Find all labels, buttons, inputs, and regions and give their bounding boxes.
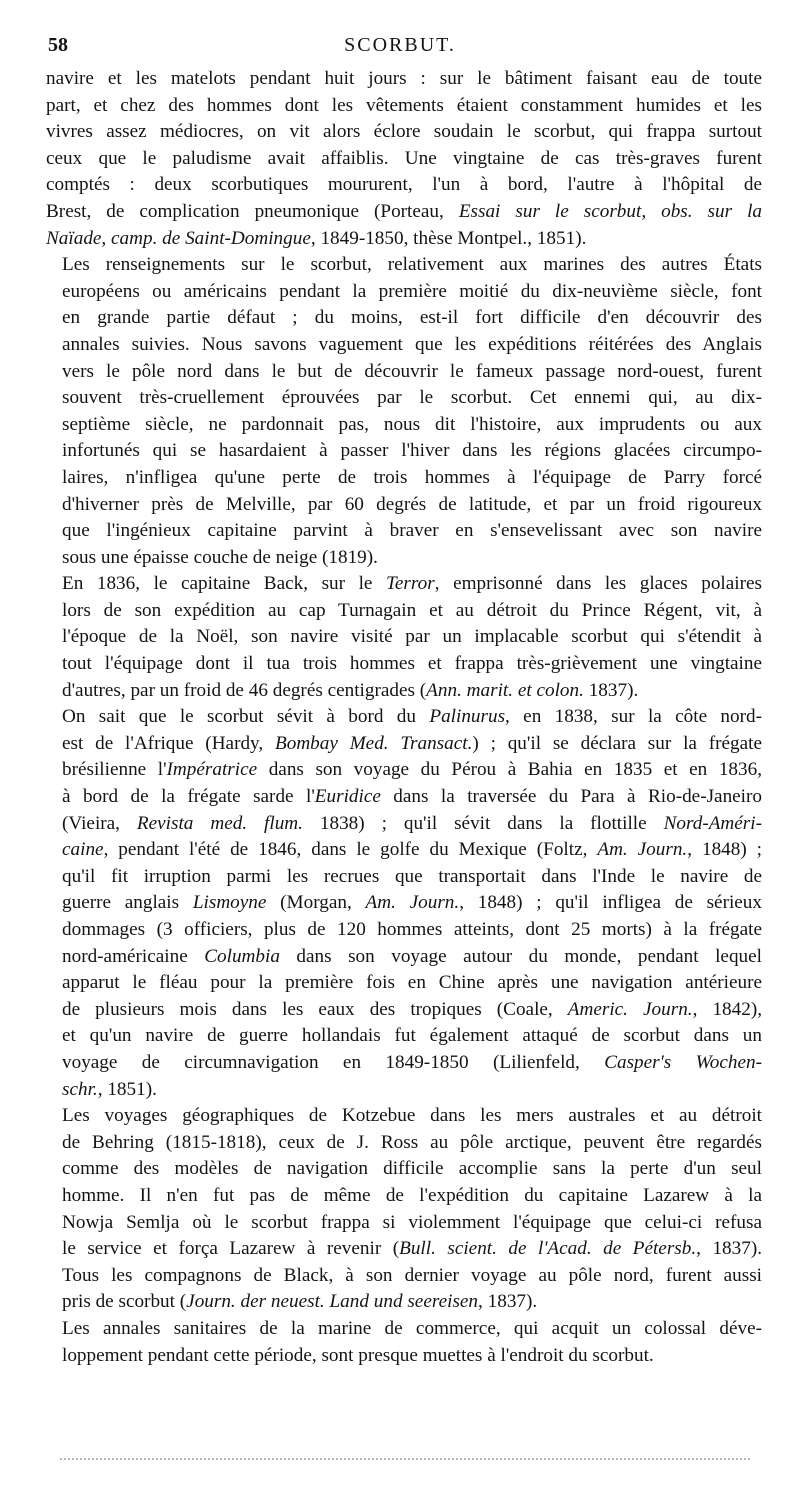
text-run: Nowja Semlja où le scorbut frappa si violemment l'équipage que celui-ci refusa: [62, 1211, 762, 1233]
text-run: , 1837).: [696, 1238, 763, 1260]
text-line: [46, 226, 762, 253]
text-line: [46, 438, 762, 465]
italic-citation: Revista med. flum.: [136, 812, 303, 834]
text-line: [46, 279, 762, 306]
italic-citation: caine: [62, 839, 104, 861]
text-line: [46, 1289, 762, 1316]
text-line: [46, 784, 762, 811]
text-line: [46, 864, 762, 891]
text-line: [46, 545, 762, 572]
paragraph: [46, 1316, 762, 1369]
text-line: [46, 917, 762, 944]
text-run: Brest, de complication pneumonique (Porteau,: [46, 200, 459, 222]
text-line: [46, 1023, 762, 1050]
text-run: vivres assez médiocres, on vit alors éclore soudain le scorbut, qui frappa surtout: [46, 121, 762, 143]
text-line: [46, 944, 762, 971]
text-run: laires, n'infligea qu'une perte de trois hommes à l'équipage de Parry forcé: [62, 466, 762, 488]
italic-citation: Nord-Améri-: [663, 812, 762, 834]
text-line: [46, 93, 762, 120]
text-run: Les voyages géographiques de Kotzebue dans les mers australes et au détroit: [62, 1105, 762, 1127]
text-run: , 1837).: [478, 1291, 538, 1313]
text-run: (Morgan,: [266, 892, 366, 914]
text-line: [46, 199, 762, 226]
text-line: [46, 704, 762, 731]
text-run: européens ou américains pendant la première moitié du dix-neuvième siècle, font: [62, 280, 762, 302]
text-run: 1838) ; qu'il sévit dans la flottille: [302, 812, 664, 834]
text-run: Tous les compagnons de Black, à son dernier voyage au pôle nord, furent aussi: [62, 1264, 762, 1286]
text-line: [46, 651, 762, 678]
italic-citation: Casper's Wochen-: [604, 1051, 763, 1073]
text-run: homme. Il n'en fut pas de même de l'expédition du capitaine Lazarew à la: [62, 1184, 762, 1206]
text-run: que l'ingénieux capitaine parvint à braver en s'ensevelissant avec son navire: [62, 520, 762, 542]
text-line: [46, 598, 762, 625]
body-text: [46, 66, 762, 1369]
italic-citation: Impératrice: [166, 759, 258, 781]
running-title: SCORBUT.: [344, 34, 456, 56]
text-line: [46, 252, 762, 279]
text-run: septième siècle, ne pardonnait pas, nous dit l'histoire, aux imprudents ou aux: [62, 413, 762, 435]
text-line: [46, 1263, 762, 1290]
paragraph: [46, 66, 762, 252]
text-run: navire et les matelots pendant huit jours : sur le bâtiment faisant eau de toute: [46, 68, 762, 89]
text-run: dans la traversée du Para à Rio-de-Janeiro: [380, 786, 763, 808]
italic-citation: Naïade, camp. de Saint-Domingue: [46, 227, 311, 249]
text-line: [46, 412, 762, 439]
text-run: , 1848) ; qu'il infligea de sérieux: [459, 892, 762, 914]
text-run: dans son voyage autour du monde, pendant lequel: [279, 945, 762, 967]
page-header: [40, 34, 760, 60]
text-run: , 1848) ;: [687, 839, 763, 861]
text-line: [46, 1316, 762, 1343]
text-line: [46, 997, 762, 1024]
text-run: En 1836, le capitaine Back, sur le: [62, 573, 386, 595]
text-line: [46, 1050, 762, 1077]
text-run: est de l'Afrique (Hardy,: [62, 732, 276, 754]
text-line: [46, 492, 762, 519]
text-run: comme des modèles de navigation difficile accomplie sans la perte d'un seul: [62, 1158, 762, 1180]
text-line: [46, 1183, 762, 1210]
text-line: [46, 66, 762, 93]
page-number: 58: [48, 34, 68, 56]
text-run: (Vieira,: [62, 812, 137, 834]
text-line: [46, 837, 762, 864]
text-run: d'autres, par un froid de 46 degrés centigrades (: [62, 679, 427, 701]
text-run: tout l'équipage dont il tua trois hommes et frappa très-grièvement une vingtaine: [62, 653, 762, 675]
text-run: , 1849-1850, thèse Montpel., 1851).: [310, 227, 587, 249]
text-line: [46, 172, 762, 199]
text-run: qu'il fit irruption parmi les recrues que transportait dans l'Inde le navire de: [62, 865, 762, 887]
italic-citation: schr.: [62, 1078, 98, 1100]
italic-citation: Bombay Med. Transact.: [275, 732, 473, 754]
text-run: de Behring (1815-1818), ceux de J. Ross au pôle arctique, peuvent être regardés: [62, 1131, 762, 1153]
italic-citation: Am. Journ.: [365, 892, 460, 914]
text-run: apparut le fléau pour la première fois en Chine après une navigation antérieure: [62, 972, 762, 994]
text-line: [46, 571, 762, 598]
text-run: Les renseignements sur le scorbut, relativement aux marines des autres États: [62, 254, 762, 276]
paragraph: [46, 252, 762, 571]
text-line: [46, 1236, 762, 1263]
text-run: loppement pendant cette période, sont presque muettes à l'endroit du scorbut.: [62, 1344, 654, 1366]
text-line: [46, 1343, 762, 1370]
italic-citation: Journ. der neuest. Land und seereisen: [186, 1291, 479, 1313]
italic-citation: Columbia: [204, 945, 280, 967]
text-line: [46, 359, 762, 386]
text-line: [46, 678, 762, 705]
italic-citation: Bull. scient. de l'Acad. de Pétersb.: [399, 1238, 697, 1260]
text-line: [46, 731, 762, 758]
italic-citation: Ann. marit. et colon.: [426, 679, 584, 701]
italic-citation: Lismoyne: [192, 892, 267, 914]
text-run: annales suivies. Nous savons vaguement que les expéditions réitérées des Anglais: [62, 333, 762, 355]
text-line: [46, 1130, 762, 1157]
text-run: ceux que le paludisme avait affaiblis. Une vingtaine de cas très-graves furent: [46, 147, 762, 169]
text-run: On sait que le scorbut sévit à bord du: [62, 706, 430, 728]
text-run: à bord de la frégate sarde l': [62, 786, 315, 808]
italic-citation: Palinurus: [429, 706, 506, 728]
italic-citation: Am. Journ.: [597, 839, 688, 861]
text-run: en grande partie défaut ; du moins, est-il fort difficile d'en découvrir des: [62, 307, 762, 329]
paragraph: [46, 1103, 762, 1316]
text-line: [46, 1077, 762, 1104]
text-run: sous une épaisse couche de neige (1819).: [62, 546, 378, 568]
italic-citation: Americ. Journ.: [567, 998, 693, 1020]
text-run: lors de son expédition au cap Turnagain et au détroit du Prince Régent, vit, à: [62, 599, 762, 621]
text-line: [46, 890, 762, 917]
italic-citation: Euridice: [314, 786, 381, 808]
text-line: [46, 1103, 762, 1130]
text-run: dans son voyage du Pérou à Bahia en 1835 et en 1836,: [257, 759, 763, 781]
text-run: et qu'un navire de guerre hollandais fut également attaqué de scorbut dans un: [62, 1025, 762, 1047]
text-line: [46, 811, 762, 838]
text-line: [46, 1156, 762, 1183]
text-run: dommages (3 officiers, plus de 120 hommes atteints, dont 25 morts) à la frégate: [62, 919, 762, 940]
text-run: , emprisonné dans les glaces polaires: [434, 573, 762, 595]
text-line: [46, 518, 762, 545]
text-run: brésilienne l': [62, 759, 167, 781]
text-run: comptés : deux scorbutiques moururent, l'un à bord, l'autre à l'hôpital de: [46, 174, 762, 196]
text-line: [46, 624, 762, 651]
text-run: , 1851).: [97, 1078, 157, 1100]
text-run: de plusieurs mois dans les eaux des tropiques (Coale,: [62, 998, 568, 1020]
text-line: [46, 305, 762, 332]
text-run: Les annales sanitaires de la marine de commerce, qui acquit un colossal déve-: [62, 1317, 762, 1339]
text-run: , 1842),: [692, 998, 762, 1020]
text-run: , en 1838, sur la côte nord-: [505, 706, 762, 728]
text-run: pris de scorbut (: [62, 1291, 187, 1313]
text-line: [46, 146, 762, 173]
text-run: guerre anglais: [62, 892, 193, 914]
paragraph: [46, 571, 762, 704]
text-run: 1837).: [583, 679, 639, 701]
text-run: part, et chez des hommes dont les vêtements étaient constamment humides et les: [46, 94, 762, 116]
text-line: [46, 970, 762, 997]
paragraph: [46, 704, 762, 1103]
text-line: [46, 385, 762, 412]
text-line: [46, 332, 762, 359]
text-run: l'époque de la Noël, son navire visité par un implacable scorbut qui s'étendit à: [62, 626, 762, 648]
text-run: vers le pôle nord dans le but de découvrir le fameux passage nord-ouest, furent: [62, 360, 762, 382]
text-run: le service et força Lazarew à revenir (: [62, 1238, 400, 1260]
text-run: d'hiverner près de Melville, par 60 degrés de latitude, et par un froid rigoureux: [62, 493, 762, 515]
text-run: infortunés qui se hasardaient à passer l'hiver dans les régions glacées circumpo-: [62, 440, 762, 462]
footer-rule: [60, 1458, 750, 1460]
italic-citation: Essai sur le scorbut, obs. sur la: [458, 200, 763, 222]
text-run: voyage de circumnavigation en 1849-1850 (Lilienfeld,: [62, 1051, 605, 1073]
text-line: [46, 757, 762, 784]
text-run: , pendant l'été de 1846, dans le golfe du Mexique (Foltz,: [103, 839, 598, 861]
text-run: nord-américaine: [62, 945, 205, 967]
text-line: [46, 1210, 762, 1237]
italic-citation: Terror: [386, 573, 435, 595]
text-line: [46, 119, 762, 146]
text-run: ) ; qu'il se déclara sur la frégate: [472, 732, 762, 754]
text-line: [46, 465, 762, 492]
text-run: souvent très-cruellement éprouvées par le scorbut. Cet ennemi qui, au dix-: [62, 387, 762, 409]
